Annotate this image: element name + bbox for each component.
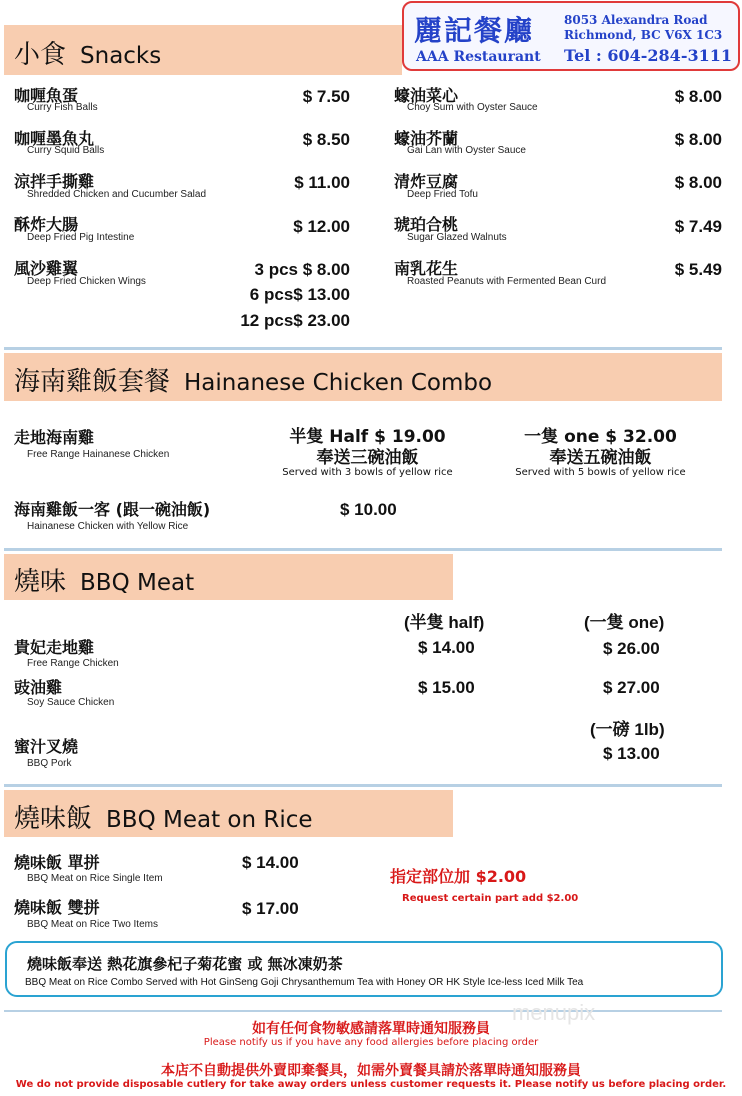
hainan-half-rice-en: Served with 3 bowls of yellow rice [282,467,453,478]
snack-item-price: $ 8.00 [674,87,722,106]
section-separator [4,347,722,350]
tea-combo-zh: 燒味飯奉送 熱花旗參杞子菊花蜜 或 無冰凍奶茶 [27,955,343,973]
section-separator [4,784,722,787]
hainan-title-zh: 海南雞飯套餐 [14,367,171,397]
snack-item-price: $ 8.50 [302,130,350,149]
bbq-col-lb: (一磅 1lb) [590,720,665,739]
bbq-item-name-zh: 貴妃走地雞 [14,638,95,657]
wings-option-price: 12 pcs$ 23.00 [240,311,350,330]
section-separator [4,1010,722,1012]
rice-title-en: BBQ Meat on Rice [106,807,313,833]
hainan-whole-rice-en: Served with 5 bowls of yellow rice [515,467,686,478]
rice-item-price: $ 17.00 [242,899,299,918]
snack-item-name-zh: 蠔油菜心 [394,86,459,105]
snack-item-name-en: Roasted Peanuts with Fermented Bean Curd [407,276,606,287]
hainan-title [14,361,492,398]
snack-item-name-zh: 涼拌手撕雞 [14,172,95,191]
wings-option-price: 3 pcs $ 8.00 [254,260,350,279]
bbq-pork-name-en: BBQ Pork [27,758,72,769]
bbq-title-en: BBQ Meat [80,570,195,596]
snack-item-name-en: Deep Fried Pig Intestine [27,232,135,243]
snack-item-name-en: Choy Sum with Oyster Sauce [407,102,538,113]
bbq-title [14,561,194,598]
snack-item-name-en: Shredded Chicken and Cucumber Salad [27,189,206,200]
rice-item-name-en: BBQ Meat on Rice Single Item [27,873,163,884]
snack-item-price: $ 11.00 [294,173,350,192]
bbq-item-half-price: $ 14.00 [418,638,475,657]
snack-item-price: $ 8.00 [674,130,722,149]
snack-item-name-zh: 清炸豆腐 [394,172,459,191]
restaurant-header [402,1,740,71]
hainan-item-name-zh: 走地海南雞 [14,428,95,447]
snack-item-name-en: Curry Fish Balls [27,102,98,113]
bbq-item-name-en: Free Range Chicken [27,658,119,669]
bbq-item-half-price: $ 15.00 [418,678,475,697]
snack-item-price: $ 7.49 [674,217,722,236]
address-line1: 8053 Alexandra Road [564,13,708,27]
snacks-title-zh: 小食 [14,40,67,70]
snacks-title [14,34,161,71]
phone-number: Tel : 604-284-3111 [564,46,732,65]
hainan-whole-price: 一隻 one $ 32.00 [524,427,677,447]
snack-item-name-en: Gai Lan with Oyster Sauce [407,145,526,156]
hainan-item-name-en: Hainanese Chicken with Yellow Rice [27,521,189,532]
hainan-item-price: $ 10.00 [340,500,397,519]
cutlery-notice-zh: 本店不自動提供外賣即棄餐具，如需外賣餐具請於落單時通知服務員 [161,1063,581,1079]
allergy-notice-zh: 如有任何食物敏感請落單時通知服務員 [252,1021,490,1037]
snack-item-price: $ 12.00 [293,217,350,236]
snack-item-name-zh: 咖喱魚蛋 [14,86,79,105]
rice-item-name-zh: 燒味飯 單拼 [14,853,100,872]
snack-item-name-en: Deep Fried Tofu [407,189,478,200]
bbq-pork-price: $ 13.00 [603,744,660,763]
wings-option-price: 6 pcs$ 13.00 [249,285,350,304]
wings-name-en: Deep Fried Chicken Wings [27,276,146,287]
snack-item-name-en: Sugar Glazed Walnuts [407,232,507,243]
bbq-item-one-price: $ 27.00 [603,678,660,697]
snack-item-price: $ 5.49 [674,260,722,279]
bbq-col-half: (半隻 half) [404,613,485,632]
snack-item-name-zh: 咖喱墨魚丸 [14,129,95,148]
snack-item-name-zh: 琥珀合桃 [394,215,459,234]
section-separator [4,548,722,551]
hainan-half-rice: 奉送三碗油飯 [316,448,419,468]
bbq-item-name-en: Soy Sauce Chicken [27,697,115,708]
watermark-text: menupix [512,1000,596,1025]
rice-note-zh: 指定部位加 $2.00 [390,867,527,886]
address-line2: Richmond, BC V6X 1C3 [564,28,723,42]
bbq-pork-name-zh: 蜜汁叉燒 [14,737,79,756]
bbq-col-one: (一隻 one) [584,613,665,632]
snack-item-name-zh: 蠔油芥蘭 [394,129,459,148]
snack-item-name-zh: 南乳花生 [394,259,459,278]
bbq-item-one-price: $ 26.00 [603,639,660,658]
hainan-title-en: Hainanese Chicken Combo [184,370,493,396]
hainan-item-name-zh: 海南雞飯一客 (跟一碗油飯) [14,500,211,519]
cutlery-notice-en: We do not provide disposable cutlery for take away orders unless customer requests it. Please notify us before placing order. [15,1079,727,1090]
rice-item-name-en: BBQ Meat on Rice Two Items [27,919,158,930]
bbq-item-name-zh: 豉油雞 [14,678,63,697]
rice-note-en: Request certain part add $2.00 [402,893,579,904]
hainan-item-name-en: Free Range Hainanese Chicken [27,449,170,460]
rice-title [14,798,313,835]
snack-item-name-zh: 酥炸大腸 [14,215,79,234]
allergy-notice-en: Please notify us if you have any food allergies before placing order [203,1037,539,1048]
snack-item-name-en: Curry Squid Balls [27,145,105,156]
tea-combo-en: BBQ Meat on Rice Combo Served with Hot GinSeng Goji Chrysanthemum Tea with Honey OR HK Style Ice-less Iced Milk Tea [25,977,584,988]
hainan-whole-rice: 奉送五碗油飯 [549,448,652,468]
rice-title-zh: 燒味飯 [14,804,93,834]
wings-name-zh: 風沙雞翼 [14,259,79,278]
rice-item-name-zh: 燒味飯 雙拼 [14,898,100,917]
tea-combo-box [5,941,723,997]
restaurant-name-en: AAA Restaurant [416,49,541,65]
rice-item-price: $ 14.00 [242,853,299,872]
snack-item-price: $ 8.00 [674,173,722,192]
hainan-half-price: 半隻 Half $ 19.00 [289,427,446,447]
snack-item-price: $ 7.50 [302,87,350,106]
restaurant-name-zh: 麗記餐廳 [414,14,535,47]
bbq-title-zh: 燒味 [14,567,67,597]
snacks-title-en: Snacks [80,43,162,69]
